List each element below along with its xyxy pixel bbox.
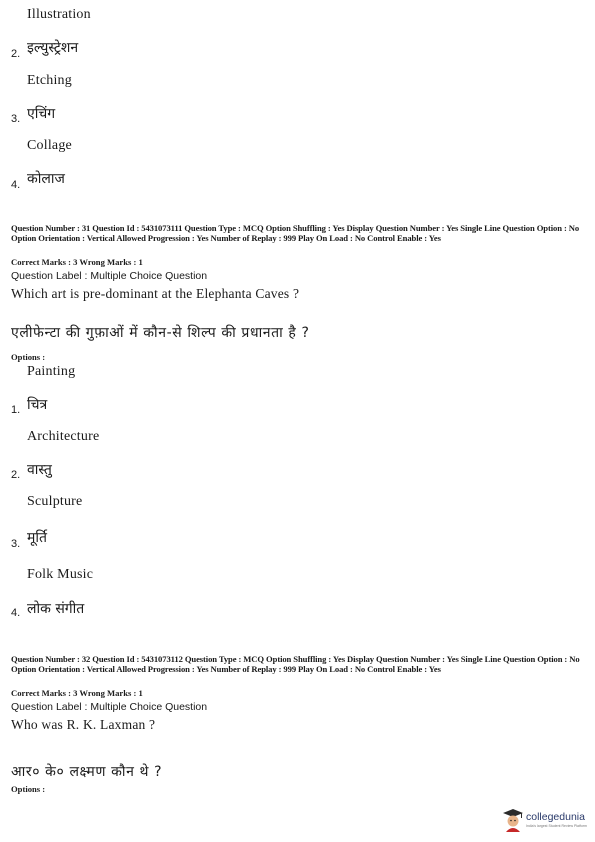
option-en-painting: Painting bbox=[27, 364, 76, 379]
option-number: 2. bbox=[11, 48, 21, 60]
logo-name: collegedunia bbox=[526, 811, 585, 823]
option-en-illustration: Illustration bbox=[27, 7, 91, 22]
option-number: 3. bbox=[11, 113, 21, 125]
option-hi-sculpture: मूर्ति bbox=[27, 530, 47, 546]
option-hi-collage: कोलाज bbox=[27, 171, 65, 187]
option-hi-painting: चित्र bbox=[27, 397, 48, 413]
question-text-hi: एलीफेन्टा की गुफ़ाओं में कौन-से शिल्प की प्रधानता है ? bbox=[11, 325, 310, 341]
student-mascot-icon bbox=[502, 808, 524, 832]
option-en-architecture: Architecture bbox=[27, 429, 100, 444]
option-en-folk-music: Folk Music bbox=[27, 567, 94, 582]
question-label: Question Label : Multiple Choice Question bbox=[11, 270, 208, 282]
question-meta: Question Number : 32 Question Id : 5431073112 Question Type : MCQ Option Shuffling : Yes Display Question Number : Yes Single Line Question Option : No Option Orientation : Vertical Allowed Progression : Yes Number of Replay : 999 Play On Load : No Control Enable : Yes bbox=[11, 654, 580, 674]
option-number: 3. bbox=[11, 538, 21, 550]
option-en-etching: Etching bbox=[27, 73, 72, 88]
question-text-hi: आर० के० लक्ष्मण कौन थे ? bbox=[11, 764, 163, 780]
question-marks: Correct Marks : 3 Wrong Marks : 1 bbox=[11, 257, 143, 267]
option-hi-folk-music: लोक संगीत bbox=[27, 601, 85, 617]
option-hi-etching: एचिंग bbox=[27, 106, 56, 122]
question-label: Question Label : Multiple Choice Question bbox=[11, 701, 208, 713]
option-hi-architecture: वास्तु bbox=[27, 462, 52, 478]
option-number: 4. bbox=[11, 607, 21, 619]
option-en-sculpture: Sculpture bbox=[27, 494, 83, 509]
option-number: 1. bbox=[11, 404, 21, 416]
question-text-en: Which art is pre-dominant at the Elephanta Caves ? bbox=[11, 286, 300, 301]
option-number: 4. bbox=[11, 179, 21, 191]
logo-tagline: India's largest Student Review Platform bbox=[526, 824, 587, 828]
options-label: Options : bbox=[11, 352, 46, 362]
option-hi-illustration: इल्युस्ट्रेशन bbox=[27, 40, 79, 56]
option-en-collage: Collage bbox=[27, 138, 72, 153]
collegedunia-logo bbox=[502, 806, 594, 834]
question-meta: Question Number : 31 Question Id : 5431073111 Question Type : MCQ Option Shuffling : Yes Display Question Number : Yes Single Line Question Option : No Option Orientation : Vertical Allowed Progression : Yes Number of Replay : 999 Play On Load : No Control Enable : Yes bbox=[11, 223, 580, 243]
options-label: Options : bbox=[11, 784, 46, 794]
option-number: 2. bbox=[11, 469, 21, 481]
question-text-en: Who was R. K. Laxman ? bbox=[11, 717, 156, 732]
question-marks: Correct Marks : 3 Wrong Marks : 1 bbox=[11, 688, 143, 698]
